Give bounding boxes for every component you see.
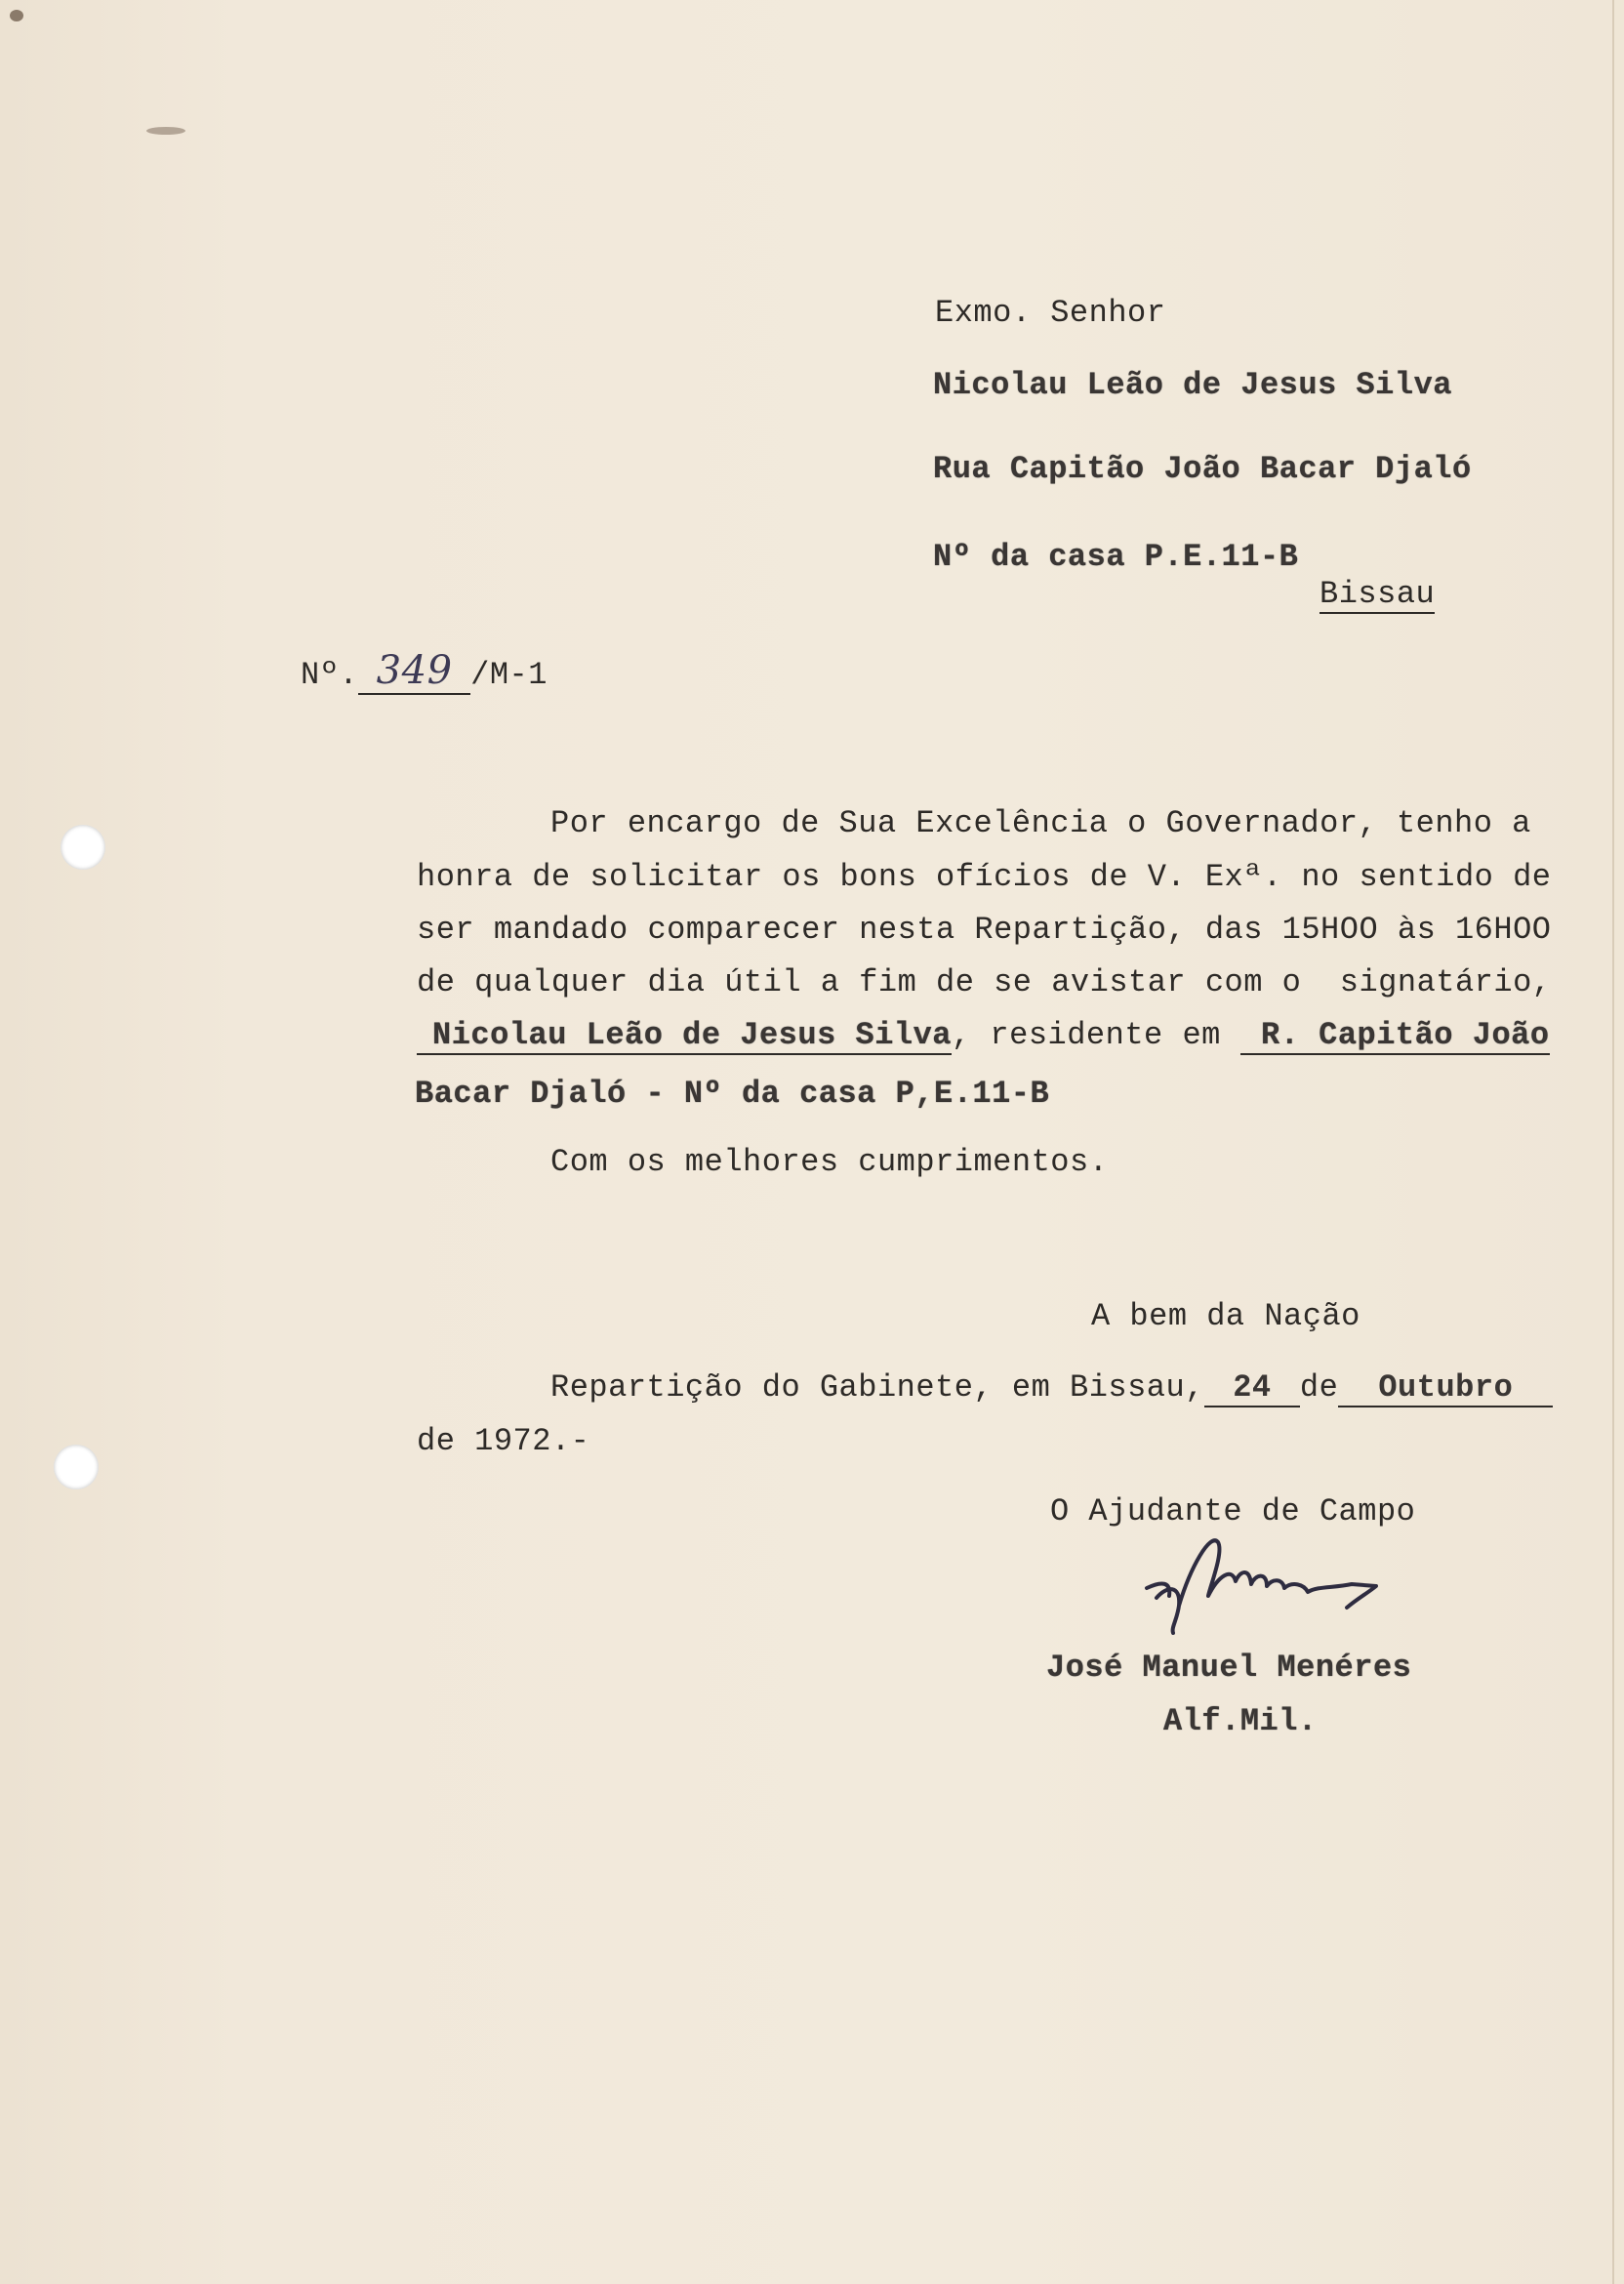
body-line-2: honra de solicitar os bons ofícios de V. Exª. no sentido de [417, 859, 1552, 895]
reference-suffix: /M-1 [470, 657, 548, 693]
date-day: 24 [1204, 1369, 1300, 1407]
place-date-line [550, 1369, 1553, 1407]
body-line-5 [417, 1017, 1550, 1055]
subject-address-a: R. Capitão João [1240, 1017, 1550, 1055]
reference-prefix: Nº. [301, 657, 359, 693]
subject-name: Nicolau Leão de Jesus Silva [417, 1017, 952, 1055]
date-de: de [1299, 1369, 1339, 1406]
stain-mark [146, 127, 185, 135]
recipient-name: Nicolau Leão de Jesus Silva [933, 367, 1452, 403]
punch-hole-bottom [54, 1445, 99, 1489]
signer-rank: Alf.Mil. [1163, 1703, 1318, 1739]
body-line-1: Por encargo de Sua Excelência o Governador, tenho a [550, 805, 1531, 841]
subject-address-b: Bacar Djaló - Nº da casa P,E.11-B [415, 1076, 1050, 1112]
recipient-city: Bissau [1320, 576, 1436, 612]
signer-name: José Manuel Menéres [1046, 1650, 1412, 1686]
regards: Com os melhores cumprimentos. [550, 1144, 1109, 1180]
year-line: de 1972.- [417, 1423, 590, 1459]
punch-hole-top [61, 825, 105, 870]
motto: A bem da Nação [1091, 1298, 1360, 1334]
reference-blank [358, 648, 470, 695]
recipient-house: Nº da casa P.E.11-B [933, 539, 1299, 575]
recipient-street: Rua Capitão João Bacar Djaló [933, 451, 1472, 487]
reference-number [301, 648, 548, 695]
body-line-4: de qualquer dia útil a fim de se avistar com o signatário, [417, 964, 1552, 1000]
signature-mark [1142, 1528, 1405, 1635]
body-line-3: ser mandado comparecer nesta Repartição, das 15HOO às 16HOO [417, 912, 1552, 948]
reference-handwritten-number: 349 [376, 648, 453, 693]
residente-text: , residente em [952, 1017, 1221, 1053]
place-prefix: Repartição do Gabinete, em Bissau, [550, 1369, 1204, 1406]
salutation: Exmo. Senhor [935, 295, 1166, 331]
signer-role: O Ajudante de Campo [1050, 1493, 1416, 1529]
date-month: Outubro [1338, 1369, 1553, 1407]
stain-mark [10, 10, 23, 21]
